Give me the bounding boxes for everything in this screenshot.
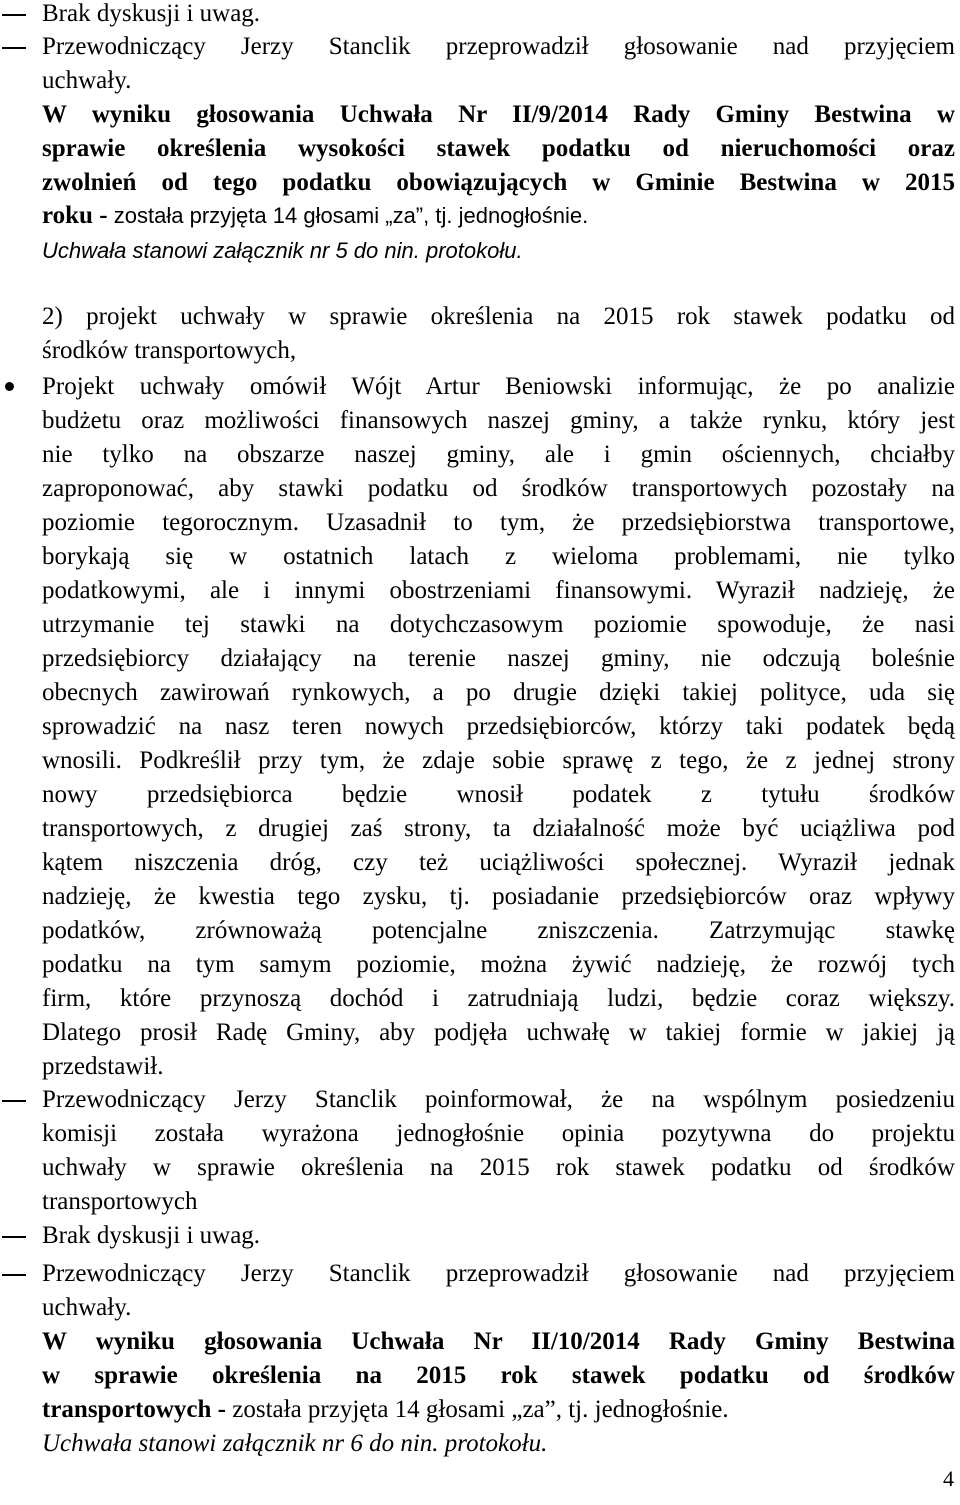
paragraph-line: podatku na tym samym poziomie, można żywić nadzieję, że rozwój tych (42, 951, 955, 978)
paragraph-line: kątem niszczenia dróg, czy też uciążliwości społecznej. Wyraził jednak (42, 849, 955, 876)
page-number: 4 (943, 1466, 954, 1491)
resolution-title: w sprawie określenia na 2015 rok stawek podatku od środków (42, 1362, 955, 1389)
list-item: Przewodniczący Jerzy Stanclik przeprowadził głosowanie nad przyjęciem (42, 33, 955, 60)
dash-marker (2, 1257, 32, 1291)
list-item: Brak dyskusji i uwag. (42, 0, 261, 27)
paragraph-line: wnosili. Podkreślił przy tym, że zdaje sobie sprawę z tego, że z jednej strony (42, 747, 955, 774)
paragraph-line: nowy przedsiębiorca będzie wnosił podatek z tytułu środków (42, 781, 955, 808)
paragraph-line: obecnych zawirowań rynkowych, a po drugie dzięki takiej polityce, uda się (42, 679, 955, 706)
dash-marker (2, 1219, 32, 1253)
agenda-item: środków transportowych, (42, 337, 297, 364)
resolution-title: W wyniku głosowania Uchwała Nr II/9/2014 Rady Gminy Bestwina w (42, 101, 955, 128)
paragraph-line: Projekt uchwały omówił Wójt Artur Beniowski informując, że po analizie (42, 373, 955, 400)
attachment-note: Uchwała stanowi załącznik nr 6 do nin. protokołu. (42, 1430, 548, 1457)
bullet-marker (5, 370, 17, 404)
vote-result-text: została przyjęta 14 głosami „za”, tj. jednogłośnie. (113, 203, 589, 228)
text-line: transportowych (42, 1188, 198, 1215)
vote-result (42, 1393, 955, 1427)
dash-marker (2, 0, 32, 31)
attachment-note: Uchwała stanowi załącznik nr 5 do nin. protokołu. (42, 238, 523, 263)
resolution-title-end: transportowych - (42, 1396, 233, 1423)
paragraph-line: podatków, zrównoważą potencjalne zniszczenia. Zatrzymując stawkę (42, 917, 955, 944)
text-line: uchwały. (42, 67, 132, 94)
list-item: Przewodniczący Jerzy Stanclik poinformował, że na wspólnym posiedzeniu (42, 1086, 955, 1113)
paragraph-line: przedstawił. (42, 1053, 164, 1080)
paragraph-line: borykają się w ostatnich latach z wieloma problemami, nie tylko (42, 543, 955, 570)
paragraph-line: zaproponować, aby stawki podatku od środków transportowych pozostały na (42, 475, 955, 502)
paragraph-line: przedsiębiorcy działający na terenie naszej gminy, nie odczują boleśnie (42, 645, 955, 672)
resolution-title: zwolnień od tego podatku obowiązujących w Gminie Bestwina w 2015 (42, 169, 955, 196)
resolution-title-end: roku - (42, 202, 114, 229)
paragraph-line: transportowych, z drugiej zaś strony, ta działalność może być uciążliwa pod (42, 815, 955, 842)
paragraph-line: podatkowymi, ale i innymi obostrzeniami finansowymi. Wyraził nadzieję, że (42, 577, 955, 604)
dash-marker (2, 1083, 32, 1117)
vote-result-text: została przyjęta 14 głosami „za”, tj. jednogłośnie. (232, 1396, 729, 1423)
paragraph-line: Dlatego prosił Radę Gminy, aby podjęła uchwałę w takiej formie w jakiej ją (42, 1019, 955, 1046)
paragraph-line: nie tylko na obszarze naszej gminy, ale i gmin ościennych, chciałby (42, 441, 955, 468)
text-line: uchwały w sprawie określenia na 2015 rok stawek podatku od środków (42, 1154, 955, 1181)
dash-marker (2, 30, 32, 64)
text-line: uchwały. (42, 1294, 132, 1321)
text-line: komisji została wyrażona jednogłośnie opinia pozytywna do projektu (42, 1120, 955, 1147)
paragraph-line: poziomie tegorocznym. Uzasadnił to tym, że przedsiębiorstwa transportowe, (42, 509, 955, 536)
vote-result (42, 199, 955, 233)
paragraph-line: nadzieję, że kwestia tego zysku, tj. posiadanie przedsiębiorców oraz wpływy (42, 883, 955, 910)
list-item: Brak dyskusji i uwag. (42, 1222, 261, 1249)
agenda-item: 2) projekt uchwały w sprawie określenia na 2015 rok stawek podatku od (42, 303, 955, 330)
paragraph-line: firm, które przynoszą dochód i zatrudniają ludzi, będzie coraz większy. (42, 985, 955, 1012)
resolution-title: W wyniku głosowania Uchwała Nr II/10/2014 Rady Gminy Bestwina (42, 1328, 955, 1355)
paragraph-line: budżetu oraz możliwości finansowych naszej gminy, a także rynku, który jest (42, 407, 955, 434)
list-item: Przewodniczący Jerzy Stanclik przeprowadził głosowanie nad przyjęciem (42, 1260, 955, 1287)
resolution-title: sprawie określenia wysokości stawek podatku od nieruchomości oraz (42, 135, 955, 162)
paragraph-line: utrzymanie tej stawki na dotychczasowym poziomie spowoduje, że nasi (42, 611, 955, 638)
paragraph-line: sprowadzić na nasz teren nowych przedsiębiorców, którzy taki podatek będą (42, 713, 955, 740)
